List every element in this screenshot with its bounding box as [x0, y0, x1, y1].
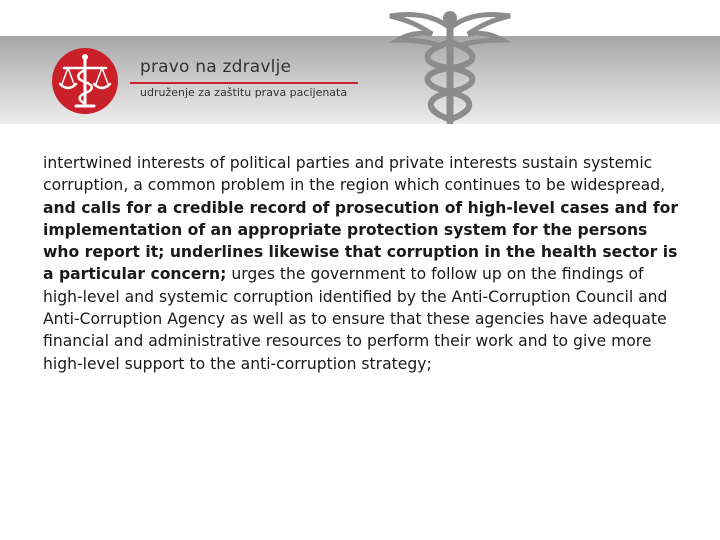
brand-name: pravo na zdravlje [140, 57, 292, 77]
scales-of-justice-caduceus-logo [50, 46, 120, 116]
body-paragraph [43, 152, 683, 375]
top-stripe [0, 0, 720, 36]
caduceus-icon [380, 6, 520, 124]
body-text-part1: intertwined interests of political parties and private interests sustain systemic corruption, a common problem in the region which continues to be widespread, [43, 154, 666, 195]
brand-rule [130, 82, 358, 84]
brand-tagline: udruženje za zaštitu prava pacijenata [140, 86, 348, 99]
body-text-part2: urges the government to follow up on the findings of high-level and systemic corruption identified by the Anti-Corruption Council and Anti-Corruption Agency as well as to ensure that these agencies have adequate financial and administrative resources to perform their work and to give more high-level support to the anti-corruption strategy; [43, 265, 668, 373]
body-text-bold: and calls for a credible record of prosecution of high-level cases and for implementation of an appropriate protection system for the persons who report it; underlines likewise that corruption in the health sector is a particular concern; [43, 198, 679, 284]
